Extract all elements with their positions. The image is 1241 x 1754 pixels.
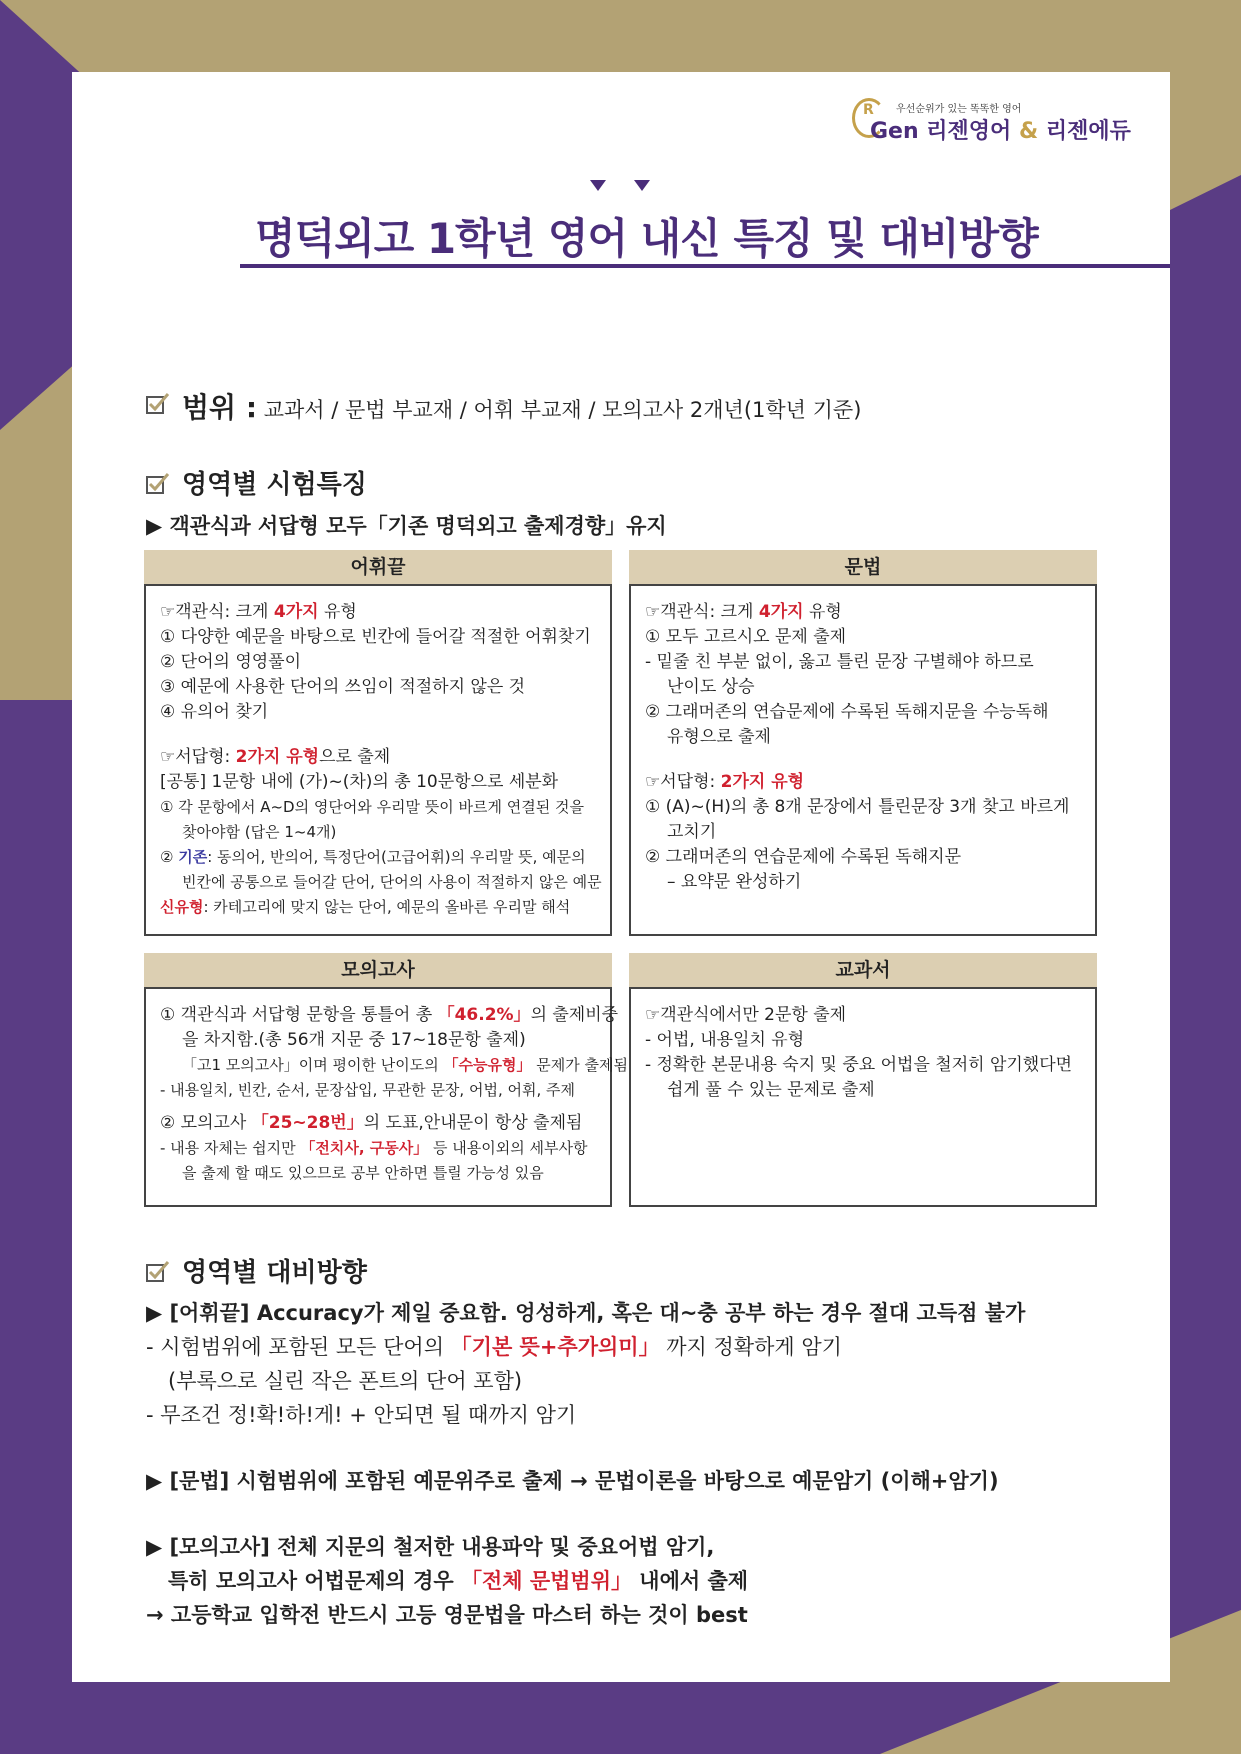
- mock-line: 을 차지함.(총 56개 지문 중 17~18문항 출제): [182, 1030, 526, 1050]
- scope-line: [182, 386, 861, 426]
- grammar-line: - 밑줄 친 부분 없이, 옳고 틀린 문장 구별해야 하므로: [645, 652, 1034, 672]
- grammar-highlight: 4가지: [758, 602, 804, 622]
- mock-text: 의 도표,안내문이 항상 출제됨: [363, 1113, 583, 1133]
- vocab-line: ① 다양한 예문을 바탕으로 빈칸에 들어갈 적절한 어휘찾기: [160, 627, 591, 647]
- vocab-line: [160, 745, 596, 770]
- grammar-box-body: [629, 584, 1097, 936]
- vocab-line: [160, 895, 596, 920]
- title-suffix: 내신 특징 및 대비방향: [627, 214, 1038, 263]
- grammar-line: [645, 600, 1081, 625]
- mock-text: 「고1 모의고사」이며 평이한 난이도의: [182, 1056, 444, 1074]
- prep-text: 까지 정확하게 암기: [659, 1335, 842, 1359]
- vocab-text: ☞객관식: 크게: [160, 602, 274, 622]
- vocab-text: ②: [160, 848, 179, 866]
- textbook-line: 쉽게 풀 수 있는 문제로 출제: [667, 1080, 875, 1100]
- vocab-text: 유형: [318, 602, 357, 622]
- grammar-line: 난이도 상승: [667, 677, 755, 697]
- vocab-text: : 동의어, 반의어, 특정단어(고급어휘)의 우리말 뜻, 예문의: [207, 848, 586, 866]
- section-heading-preparation: 영역별 대비방향: [182, 1258, 367, 1288]
- grammar-text: ☞서답형:: [645, 772, 721, 792]
- mock-text: 문제가 출제됨: [531, 1056, 628, 1074]
- title-emphasis: 영어: [547, 214, 628, 263]
- mock-exam-box-body: [144, 987, 628, 1207]
- vocab-text: 으로 출제: [319, 747, 391, 767]
- mock-highlight: 「25~28번」: [251, 1113, 364, 1133]
- mock-text: - 내용 자체는 쉽지만: [160, 1139, 301, 1157]
- prep-line: ▶ [어휘끝] Accuracy가 제일 중요함. 엉성하게, 혹은 대~충 공부 하는 경우 절대 고득점 불가: [146, 1301, 1026, 1325]
- textbook-box: [629, 953, 1097, 1207]
- vocab-line: ① 각 문항에서 A~D의 영단어와 우리말 뜻이 바르게 연결된 것을: [160, 798, 585, 816]
- mock-text: 등 내용이외의 세부사항: [428, 1139, 588, 1157]
- vocab-line: [160, 845, 596, 870]
- mock-exam-box: [144, 953, 628, 1207]
- textbook-line: ☞객관식에서만 2문항 출제: [645, 1005, 847, 1025]
- vocab-line: ④ 유의어 찾기: [160, 702, 269, 722]
- vocab-box-header: 어휘끝: [144, 550, 612, 584]
- vocab-line: [160, 600, 596, 625]
- page-title: [255, 206, 1038, 266]
- prep-highlight: 「전체 문법범위」: [460, 1569, 632, 1593]
- mock-line: [160, 1003, 619, 1028]
- title-prefix: 명덕외고 1학년: [255, 214, 548, 263]
- vocab-line: [공통] 1문항 내에 (가)~(차)의 총 10문항으로 세분화: [160, 772, 559, 792]
- grammar-text: ☞객관식: 크게: [645, 602, 759, 622]
- prep-text: 내에서 출제: [632, 1569, 749, 1593]
- textbook-box-body: [629, 987, 1097, 1207]
- mock-line: [160, 1136, 596, 1161]
- vocab-line: 찾아야함 (답은 1~4개): [182, 823, 337, 841]
- title-underline: [240, 264, 1170, 268]
- checkbox-icon: [146, 392, 170, 414]
- vocab-box: [144, 550, 612, 936]
- prep-line: ▶ [문법] 시험범위에 포함된 예문위주로 출제 → 문법이론을 바탕으로 예문암기 (이해+암기): [146, 1469, 999, 1493]
- preparation-list: [146, 1296, 1106, 1632]
- logo-r-letter: R: [863, 102, 874, 118]
- grammar-line: ② 그래머존의 연습문제에 수록된 독해지문: [645, 847, 962, 867]
- textbook-line: - 어법, 내용일치 유형: [645, 1030, 805, 1050]
- mock-highlight: 「전치사, 구동사」: [300, 1139, 429, 1157]
- emphasis-mark-1: [590, 180, 606, 191]
- prep-line: - 무조건 정!확!하!게! + 안되면 될 때까지 암기: [146, 1403, 577, 1427]
- logo-sub-text: 리젠에듀: [1045, 119, 1131, 144]
- vocab-text: ☞서답형:: [160, 747, 236, 767]
- prep-text: - 시험범위에 포함된 모든 단어의: [146, 1335, 451, 1359]
- grammar-line: 고치기: [667, 822, 717, 842]
- brand-logo: [852, 96, 1142, 152]
- emphasis-marks: [590, 180, 650, 192]
- prep-line: [146, 1330, 1106, 1364]
- vocab-highlight: 2가지 유형: [235, 747, 320, 767]
- mock-line: [160, 1111, 596, 1136]
- vocab-line: 빈칸에 공통으로 들어갈 단어, 단어의 사용이 적절하지 않은 예문: [182, 873, 602, 891]
- grammar-line: 유형으로 출제: [667, 727, 771, 747]
- vocab-highlight: 기존: [178, 848, 208, 866]
- scope-label: 범위 :: [182, 391, 258, 424]
- mock-highlight: 「46.2%」: [437, 1005, 531, 1025]
- section-heading-features: 영역별 시험특징: [182, 470, 367, 500]
- textbook-box-header: 교과서: [629, 953, 1097, 987]
- purple-panel-right: [1170, 175, 1241, 1680]
- logo-ampersand: &: [1018, 119, 1039, 144]
- mock-text: ② 모의고사: [160, 1113, 252, 1133]
- prep-line: (부록으로 실린 작은 폰트의 단어 포함): [168, 1369, 523, 1393]
- grammar-text: 유형: [803, 602, 842, 622]
- grammar-highlight: 2가지 유형: [720, 772, 805, 792]
- vocab-highlight: 신유형: [160, 898, 204, 916]
- grammar-line: [645, 770, 1081, 795]
- vocab-box-body: [144, 584, 612, 936]
- prep-text: 특히 모의고사 어법문제의 경우: [168, 1569, 461, 1593]
- vocab-highlight: 4가지: [273, 602, 319, 622]
- mock-line: - 내용일치, 빈칸, 순서, 문장삽입, 무관한 문장, 어법, 어휘, 주제: [160, 1081, 575, 1099]
- prep-line: ▶ [모의고사] 전체 지문의 철저한 내용파악 및 중요어법 암기,: [146, 1535, 715, 1559]
- grammar-line: ① (A)~(H)의 총 8개 문장에서 틀린문장 3개 찾고 바르게: [645, 797, 1070, 817]
- grammar-box: [629, 550, 1097, 936]
- prep-line: [146, 1564, 1106, 1598]
- grammar-line: ① 모두 고르시오 문제 출제: [645, 627, 847, 647]
- grammar-line: – 요약문 완성하기: [667, 872, 802, 892]
- mock-exam-box-header: 모의고사: [144, 953, 612, 987]
- emphasis-mark-2: [634, 180, 650, 191]
- mock-highlight: 「수능유형」: [443, 1056, 532, 1074]
- logo-main-text: Gen 리젠영어: [870, 119, 1012, 144]
- vocab-line: ② 단어의 영영풀이: [160, 652, 302, 672]
- logo-wordmark: [870, 114, 1131, 145]
- section-subheading-features: ▶ 객관식과 서답형 모두「기존 명덕외고 출제경향」유지: [146, 514, 667, 538]
- mock-line: 을 출제 할 때도 있으므로 공부 안하면 틀릴 가능성 있음: [182, 1164, 544, 1182]
- prep-line: → 고등학교 입학전 반드시 고등 영문법을 마스터 하는 것이 best: [146, 1603, 748, 1627]
- mock-text: ① 객관식과 서답형 문항을 통틀어 총: [160, 1005, 438, 1025]
- checkbox-icon: [146, 1260, 170, 1282]
- vocab-line: ③ 예문에 사용한 단어의 쓰임이 적절하지 않은 것: [160, 677, 526, 697]
- checkbox-icon: [146, 472, 170, 494]
- grammar-box-header: 문법: [629, 550, 1097, 584]
- grammar-line: ② 그래머존의 연습문제에 수록된 독해지문을 수능독해: [645, 702, 1049, 722]
- scope-text: 교과서 / 문법 부교재 / 어휘 부교재 / 모의고사 2개년(1학년 기준): [257, 398, 862, 422]
- mock-line: [160, 1053, 628, 1078]
- logo-tagline: 우선순위가 있는 똑똑한 영어: [896, 104, 1022, 115]
- mock-text: 의 출제비중: [530, 1005, 619, 1025]
- textbook-line: - 정확한 본문내용 숙지 및 중요 어법을 철저히 암기했다면: [645, 1055, 1073, 1075]
- prep-highlight: 「기본 뜻+추가의미」: [450, 1335, 660, 1359]
- vocab-text: : 카테고리에 맞지 않는 단어, 예문의 올바른 우리말 해석: [203, 898, 571, 916]
